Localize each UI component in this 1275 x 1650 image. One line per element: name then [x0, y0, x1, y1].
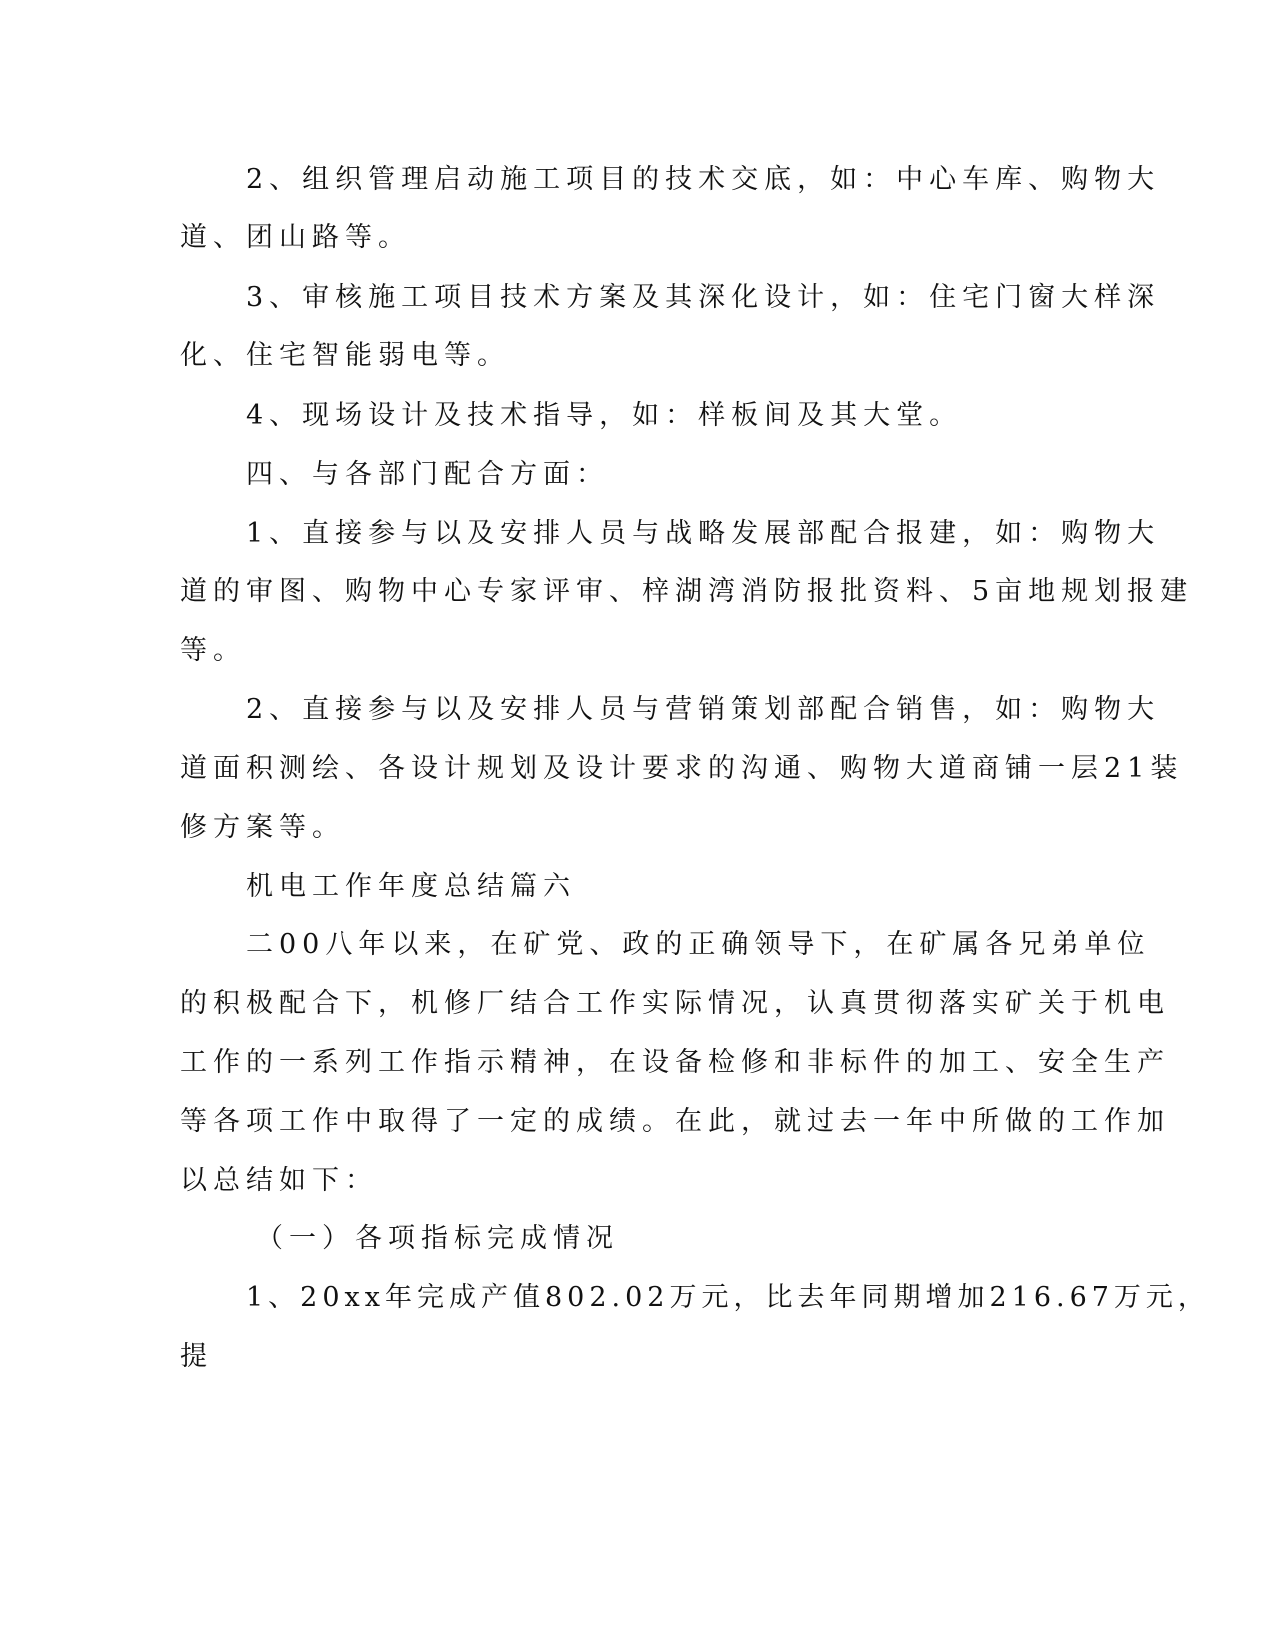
section-heading: 四、与各部门配合方面： [246, 459, 609, 490]
paragraph-line: 化、住宅智能弱电等。 [180, 340, 510, 371]
paragraph-line: 二00八年以来，在矿党、政的正确领导下，在矿属各兄弟单位 [246, 929, 1151, 960]
paragraph-line: 1、直接参与以及安排人员与战略发展部配合报建，如：购物大 [246, 518, 1161, 549]
paragraph-line: 道、团山路等。 [180, 222, 411, 253]
paragraph-line: 2、直接参与以及安排人员与营销策划部配合销售，如：购物大 [246, 694, 1161, 725]
paragraph-line: 道面积测绘、各设计规划及设计要求的沟通、购物大道商铺一层21装 [180, 753, 1184, 784]
subsection-heading: （一）各项指标完成情况 [256, 1223, 619, 1254]
paragraph-line: 等。 [180, 635, 246, 666]
paragraph-line: 道的审图、购物中心专家评审、梓湖湾消防报批资料、5亩地规划报建 [180, 576, 1194, 607]
paragraph-line: 修方案等。 [180, 812, 345, 843]
article-title: 机电工作年度总结篇六 [246, 871, 576, 902]
paragraph-line: 等各项工作中取得了一定的成绩。在此，就过去一年中所做的工作加 [180, 1106, 1170, 1137]
paragraph-line: 1、20xx年完成产值802.02万元，比去年同期增加216.67万元， [246, 1282, 1210, 1313]
paragraph-line: 工作的一系列工作指示精神，在设备检修和非标件的加工、安全生产 [180, 1047, 1170, 1078]
paragraph-line: 4、现场设计及技术指导，如：样板间及其大堂。 [246, 400, 963, 431]
paragraph-line: 的积极配合下，机修厂结合工作实际情况，认真贯彻落实矿关于机电 [180, 988, 1170, 1019]
paragraph-line: 3、审核施工项目技术方案及其深化设计，如：住宅门窗大样深 [246, 282, 1161, 313]
paragraph-line: 以总结如下： [180, 1165, 378, 1196]
paragraph-line: 2、组织管理启动施工项目的技术交底，如：中心车库、购物大 [246, 164, 1161, 195]
paragraph-line: 提 [180, 1341, 213, 1372]
